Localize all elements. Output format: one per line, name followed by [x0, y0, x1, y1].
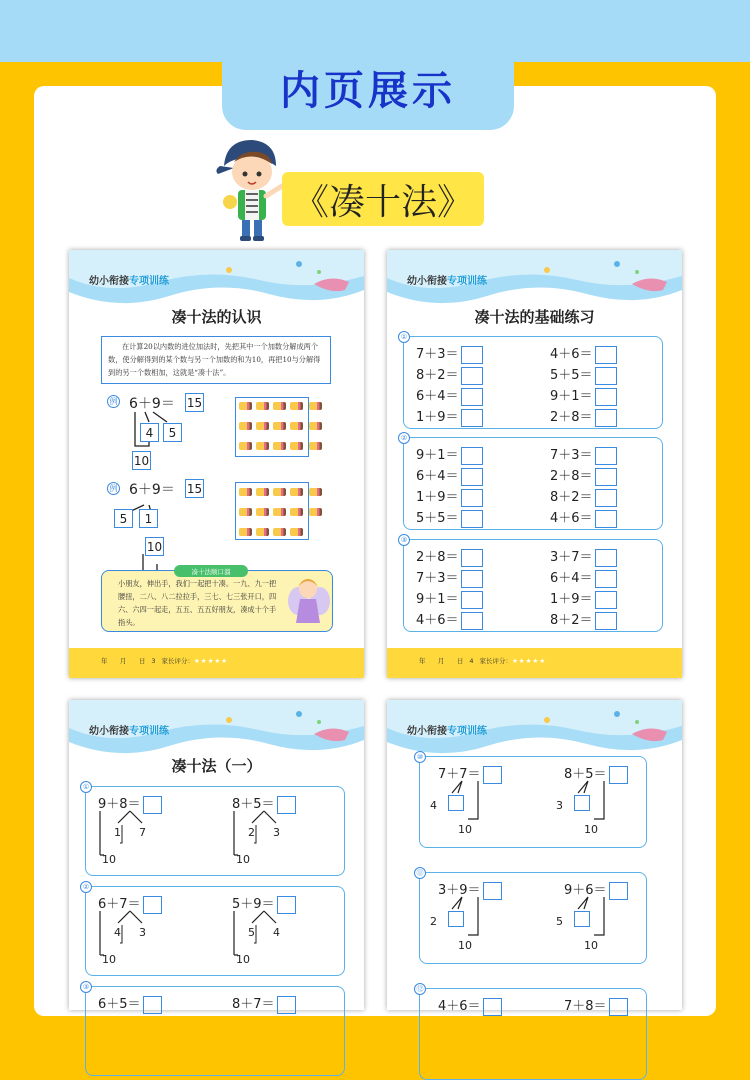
equation-left — [416, 546, 483, 567]
split-a: 4 — [114, 926, 121, 939]
given-part: 4 — [430, 799, 437, 812]
given-part: 2 — [430, 915, 437, 928]
group-number-badge: ① — [398, 331, 410, 343]
ten-label: 10 — [458, 823, 472, 836]
example-badge: 例 — [107, 482, 120, 495]
equation-left — [416, 364, 483, 385]
card-number-badge: ③ — [80, 981, 92, 993]
given-part: 5 — [556, 915, 563, 928]
split-b: 7 — [139, 826, 146, 839]
rhyme-box — [101, 567, 333, 632]
equation-text: 3＋9＝ — [438, 883, 481, 898]
answer-box — [595, 367, 617, 385]
page-title: 凑十法的基础练习 — [474, 308, 595, 326]
equation-right — [550, 567, 617, 588]
series-brand: 幼小衔接专项训练 — [89, 726, 169, 737]
equation-text: 7＋3＝ — [416, 347, 459, 362]
card-number-badge: ⑪ — [414, 867, 426, 879]
equation-right — [550, 444, 617, 465]
equation — [564, 995, 628, 1016]
equation-text: 6＋5＝ — [98, 997, 141, 1012]
equation-text: 9＋1＝ — [416, 448, 459, 463]
equation — [98, 993, 162, 1014]
equation-text: 2＋8＝ — [550, 469, 593, 484]
split-a: 5 — [248, 926, 255, 939]
equation-text: 2＋8＝ — [416, 550, 459, 565]
card-number-badge: ① — [80, 781, 92, 793]
ten-label: 10 — [584, 939, 598, 952]
example-badge: 例 — [107, 395, 120, 408]
equation-right — [550, 364, 617, 385]
page-footer: 年 月 日 3 家长评分：★★★★★ — [69, 648, 364, 678]
split-a: 2 — [248, 826, 255, 839]
equation-text: 1＋9＝ — [416, 490, 459, 505]
answer-box — [461, 549, 483, 567]
split-answer-box — [574, 911, 590, 927]
equation-text: 4＋6＝ — [550, 511, 593, 526]
equation-text: 7＋7＝ — [438, 767, 481, 782]
page-number: 3 — [151, 657, 156, 665]
answer-box — [595, 510, 617, 528]
page-number: 4 — [469, 657, 474, 665]
equation-text: 7＋3＝ — [416, 571, 459, 586]
equation-text: 2＋8＝ — [550, 410, 593, 425]
split-answer-box — [448, 911, 464, 927]
answer-box — [277, 996, 296, 1014]
series-brand: 幼小衔接专项训练 — [407, 726, 487, 737]
equation — [232, 993, 296, 1014]
answer-box — [461, 570, 483, 588]
practice-group — [400, 333, 663, 429]
equation-text: 8＋2＝ — [550, 490, 593, 505]
equation-text: 8＋2＝ — [416, 368, 459, 383]
answer-box — [461, 346, 483, 364]
example-2-expression: 6＋9＝ — [129, 482, 175, 498]
ten-label: 10 — [102, 953, 116, 966]
equation-text: 7＋3＝ — [550, 448, 593, 463]
ten-label: 10 — [236, 953, 250, 966]
equation-text: 9＋1＝ — [550, 389, 593, 404]
equation-right — [550, 465, 617, 486]
equation-text: 1＋9＝ — [416, 410, 459, 425]
banner-title: 内页展示 — [280, 67, 456, 114]
equation-text: 9＋6＝ — [564, 883, 607, 898]
answer-box — [461, 489, 483, 507]
answer-box — [595, 409, 617, 427]
banner-subtitle: 《凑十法》 — [292, 181, 473, 223]
example-2-split-b: 1 — [139, 509, 158, 528]
answer-box — [595, 346, 617, 364]
group-number-badge: ② — [398, 432, 410, 444]
equation-text: 6＋4＝ — [550, 571, 593, 586]
decompose-card — [82, 983, 345, 1076]
equation-left — [416, 343, 483, 364]
equation — [438, 995, 502, 1016]
equation-left — [416, 588, 483, 609]
equation-right — [550, 406, 617, 427]
equation-text: 8＋2＝ — [550, 613, 593, 628]
equation-right — [550, 588, 617, 609]
answer-box — [143, 996, 162, 1014]
equation-text: 3＋7＝ — [550, 550, 593, 565]
split-b: 4 — [273, 926, 280, 939]
equation-text: 5＋5＝ — [416, 511, 459, 526]
equation-text: 6＋4＝ — [416, 389, 459, 404]
given-part: 3 — [556, 799, 563, 812]
equation-text: 7＋8＝ — [564, 999, 607, 1014]
answer-box — [461, 468, 483, 486]
equation-left — [416, 385, 483, 406]
page-footer: 年 月 日 4 家长评分：★★★★★ — [387, 648, 682, 678]
ten-label: 10 — [584, 823, 598, 836]
equation-text: 4＋6＝ — [550, 347, 593, 362]
decompose-card — [416, 753, 647, 848]
example-2-split-a: 5 — [114, 509, 133, 528]
split-answer-box — [448, 795, 464, 811]
answer-box — [461, 388, 483, 406]
cartoon-boy-illustration — [212, 136, 288, 244]
equation-left — [416, 465, 483, 486]
equation-text: 6＋4＝ — [416, 469, 459, 484]
answer-box — [595, 570, 617, 588]
equation-text: 9＋1＝ — [416, 592, 459, 607]
decompose-card — [82, 783, 345, 876]
preview-page-3 — [69, 700, 364, 1010]
equation-text: 9＋8＝ — [98, 797, 141, 812]
equation-text: 8＋5＝ — [232, 797, 275, 812]
answer-box — [461, 591, 483, 609]
answer-box — [595, 612, 617, 630]
preview-page-4 — [387, 700, 682, 1014]
answer-box — [461, 409, 483, 427]
preview-page-2 — [387, 250, 682, 678]
example-1-split-lines — [69, 250, 209, 480]
equation-right — [550, 486, 617, 507]
answer-box — [595, 489, 617, 507]
decompose-card — [416, 985, 647, 1080]
ten-label: 10 — [458, 939, 472, 952]
series-brand: 幼小衔接专项训练 — [407, 276, 487, 287]
equation-left — [416, 444, 483, 465]
example-1-split-a: 4 — [140, 423, 159, 442]
answer-box — [595, 388, 617, 406]
example-1-answer: 15 — [185, 393, 204, 412]
equation-left — [416, 567, 483, 588]
equation-left — [416, 406, 483, 427]
banner-title-pill — [222, 44, 514, 130]
answer-box — [609, 998, 628, 1016]
example-2-answer: 15 — [185, 479, 204, 498]
equation-left — [416, 507, 483, 528]
practice-group — [400, 536, 663, 632]
example-2-ten: 10 — [145, 537, 164, 556]
card-number-badge: ② — [80, 881, 92, 893]
equation-text: 1＋9＝ — [550, 592, 593, 607]
equation-text: 8＋7＝ — [232, 997, 275, 1012]
split-answer-box — [574, 795, 590, 811]
banner-subtitle-box — [282, 172, 484, 226]
equation-text: 4＋6＝ — [416, 613, 459, 628]
equation-text: 8＋5＝ — [564, 767, 607, 782]
practice-group — [400, 434, 663, 530]
rhyme-tag: 凑十法顺口溜 — [174, 565, 248, 577]
ten-label: 10 — [236, 853, 250, 866]
answer-box — [595, 549, 617, 567]
rhyme-text: 小朋友，伸出手，我们一起把十凑。一九、九一把腰扭，二八、八二拉拉手，三七、七三张开口，四六、六四一起走，五五、五五好朋友，凑成十个手指头。 — [118, 579, 277, 627]
answer-box — [595, 447, 617, 465]
series-brand: 幼小衔接专项训练 — [89, 276, 169, 287]
decompose-card — [82, 883, 345, 976]
answer-box — [461, 367, 483, 385]
equation-right — [550, 385, 617, 406]
example-1-expression: 6＋9＝ — [129, 396, 175, 412]
rating-stars: ★★★★★ — [193, 657, 229, 665]
page-title: 凑十法（一） — [171, 757, 262, 775]
preview-page-1 — [69, 250, 364, 678]
equation-text: 6＋7＝ — [98, 897, 141, 912]
equation-text: 5＋9＝ — [232, 897, 275, 912]
split-a: 1 — [114, 826, 121, 839]
split-b: 3 — [273, 826, 280, 839]
example-1-split-b: 5 — [163, 423, 182, 442]
rating-stars: ★★★★★ — [511, 657, 547, 665]
answer-box — [461, 447, 483, 465]
equation-text: 4＋6＝ — [438, 999, 481, 1014]
equation-right — [550, 609, 617, 630]
card-number-badge: ⑩ — [414, 751, 426, 763]
answer-box — [461, 510, 483, 528]
intro-paragraph: 在计算20以内数的进位加法时，先把其中一个加数分解成两个数，使分解得到的某个数与另一个加数的和为10，再把10与分解得到的另一个数相加，这就是“凑十法”。 — [101, 336, 331, 384]
card-number-badge: ⑫ — [414, 983, 426, 995]
equation-text: 5＋5＝ — [550, 368, 593, 383]
equation-right — [550, 343, 617, 364]
decompose-card — [416, 869, 647, 964]
equation-left — [416, 609, 483, 630]
example-1-ten: 10 — [132, 451, 151, 470]
page-title: 凑十法的认识 — [171, 308, 262, 326]
answer-box — [483, 998, 502, 1016]
group-number-badge: ③ — [398, 534, 410, 546]
equation-right — [550, 507, 617, 528]
equation-right — [550, 546, 617, 567]
equation-left — [416, 486, 483, 507]
fairy-illustration — [286, 575, 330, 629]
ten-label: 10 — [102, 853, 116, 866]
split-b: 3 — [139, 926, 146, 939]
answer-box — [461, 612, 483, 630]
answer-box — [595, 591, 617, 609]
answer-box — [595, 468, 617, 486]
